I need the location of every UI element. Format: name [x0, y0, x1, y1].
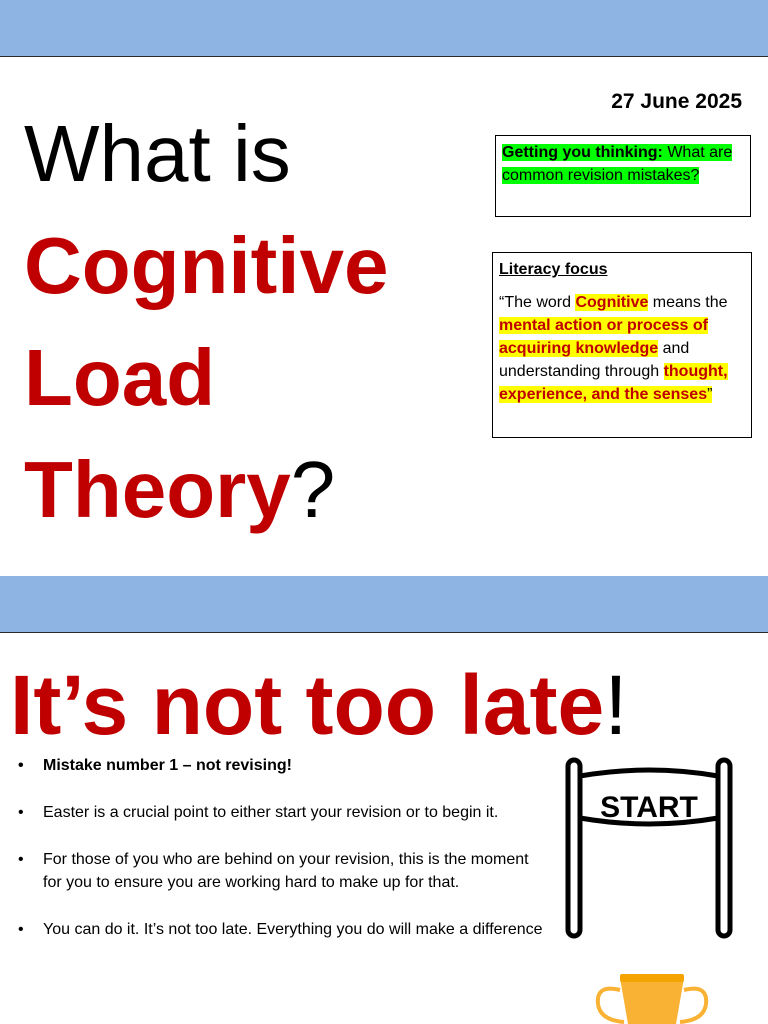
list-item [18, 848, 550, 894]
literacy-text: “The word [499, 294, 576, 311]
start-banner-icon [560, 756, 744, 944]
trophy-icon [590, 968, 714, 1024]
title-word-theory: Theory [24, 445, 291, 534]
title-word-cognitive: Cognitive [24, 221, 389, 310]
literacy-text: and understanding through [499, 340, 690, 380]
bullet-dot: • [18, 757, 24, 774]
bullet-text: Mistake number 1 – not revising! [43, 757, 292, 774]
slide-date: 27 June 2025 [611, 90, 742, 113]
slide1-header-band [0, 0, 768, 57]
list-item [18, 918, 550, 941]
title-line-what-is: What is [24, 109, 291, 198]
bullet-dot: • [18, 804, 24, 821]
title-line-theory [24, 434, 464, 546]
bullet-text: You can do it. It’s not too late. Everything you do will make a difference [43, 921, 543, 938]
literacy-definition [499, 291, 745, 406]
literacy-focus-box [492, 252, 752, 438]
bullet-text: For those of you who are behind on your revision, this is the moment for you to ensure you are working hard to make up for that. [43, 851, 529, 891]
list-item [18, 801, 550, 824]
slide2-header-band [0, 576, 768, 633]
slide1-title [24, 98, 464, 546]
title-word-load: Load [24, 333, 216, 422]
literacy-close-quote: ” [707, 386, 713, 403]
thinking-label: Getting you thinking: [502, 144, 663, 161]
list-item [18, 754, 550, 777]
slide2-title [10, 650, 628, 760]
literacy-term-cognitive: Cognitive [575, 294, 649, 311]
thinking-text: What are common revision mistakes? [502, 144, 733, 184]
getting-you-thinking-box [495, 135, 751, 217]
revision-bullet-list [18, 754, 550, 965]
literacy-text: means the [648, 294, 728, 311]
literacy-term-mental-action: mental action or process of acquiring knowledge [499, 317, 708, 357]
title-question-mark: ? [290, 445, 336, 534]
bullet-dot: • [18, 851, 24, 868]
literacy-heading: Literacy focus [499, 261, 608, 278]
start-banner-text: START [600, 791, 698, 824]
bullet-text: Easter is a crucial point to either start your revision or to begin it. [43, 804, 499, 821]
literacy-term-thought-experience: thought, experience, and the senses [499, 363, 728, 403]
slide2-title-main: It’s not too late [10, 658, 605, 752]
bullet-dot: • [18, 921, 24, 938]
slide2-title-exclamation: ! [604, 658, 628, 752]
